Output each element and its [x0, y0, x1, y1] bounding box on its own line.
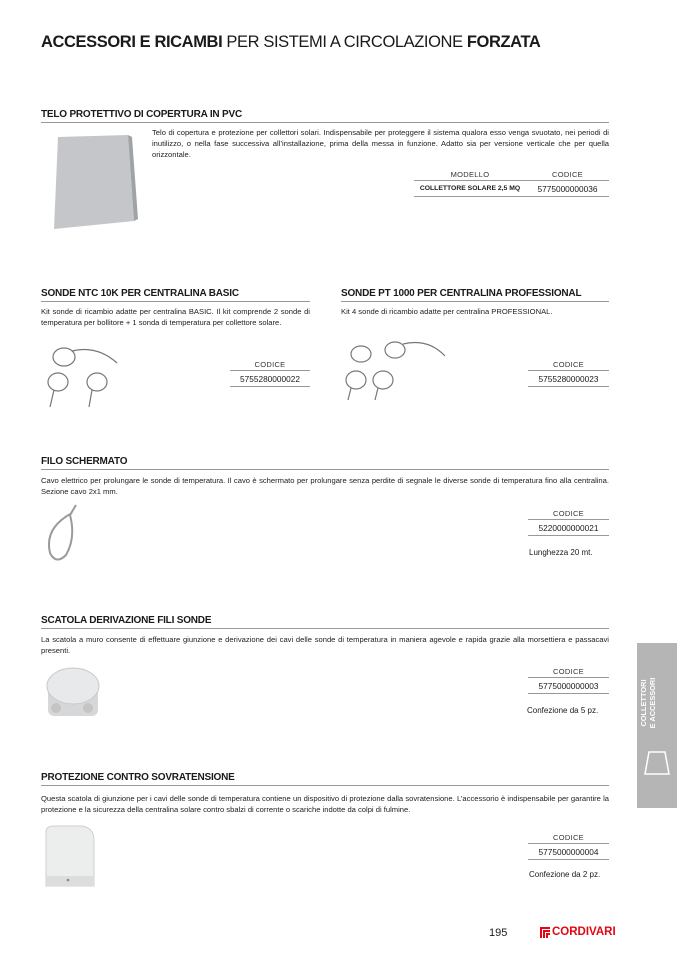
ntc-probes-image: [42, 345, 132, 410]
section-title-ntc: SONDE NTC 10K PER CENTRALINA BASIC: [41, 288, 310, 302]
page-title: ACCESSORI E RICAMBI PER SISTEMI A CIRCOLAZIONE FORZATA: [41, 33, 541, 51]
pt1000-probes-image: [343, 338, 453, 403]
product-table: CODICE 5775000000004: [528, 832, 609, 860]
cordivari-logo-icon: [540, 927, 550, 938]
section-text: Questa scatola di giunzione per i cavi delle sonde di temperatura contiene un dispositivo di protezione dalla sovratensione. L’accessorio è indispensabile per garantire la protezione e la sicurezza della centralina solare contro sbalzi di corrente o scariche indotte da colpi di fulmine.: [41, 794, 609, 814]
product-table: CODICE 5755280000023: [528, 359, 609, 387]
package-note: Confezione da 5 pz.: [527, 706, 599, 715]
side-tab-collettori[interactable]: COLLETTORI E ACCESSORI: [637, 643, 677, 808]
section-text: Cavo elettrico per prolungare le sonde di temperatura. Il cavo è schermato per prolungare senza perdite di segnale le diverse sonde di temperatura fino alla centralina. Sezione cavo 2x1 mm.: [41, 476, 609, 496]
product-table: CODICE 5755280000022: [230, 359, 310, 387]
package-note: Confezione da 2 pz.: [529, 870, 601, 879]
shielded-cable-image: [42, 503, 102, 567]
product-table: CODICE 5220000000021: [528, 508, 609, 536]
section-title-scatola: SCATOLA DERIVAZIONE FILI SONDE: [41, 615, 609, 629]
product-table: MODELLO CODICE COLLETTORE SOLARE 2,5 MQ 5775000000036: [414, 169, 609, 197]
brand-logo: CORDIVARI: [540, 926, 616, 938]
product-table: CODICE 5775000000003: [528, 666, 609, 694]
section-text: Kit sonde di ricambio adatte per centralina BASIC. Il kit comprende 2 sonde di temperatura per bollitore + 1 sonda di temperatura per collettore solare.: [41, 307, 310, 327]
pvc-cover-image: [50, 133, 140, 233]
section-text: Kit 4 sonde di ricambio adatte per centralina PROFESSIONAL.: [341, 307, 553, 316]
section-title-pt1000: SONDE PT 1000 PER CENTRALINA PROFESSIONAL: [341, 288, 609, 302]
page-number: 195: [489, 927, 508, 939]
section-text: Telo di copertura e protezione per collettori solari. Indispensabile per proteggere il sistema qualora esso venga svuotato, nei periodi di inutilizzo, o nella fase successiva all’installazione, prima della messa in funzione. Adatto sia per versione verticale che per quella orizzontale.: [152, 128, 609, 159]
length-note: Lunghezza 20 mt.: [529, 548, 593, 557]
junction-box-image: [44, 664, 104, 724]
collector-icon: [642, 748, 672, 778]
section-title-telo: TELO PROTETTIVO DI COPERTURA IN PVC: [41, 109, 609, 123]
surge-protector-image: [42, 824, 98, 890]
section-title-filo: FILO SCHERMATO: [41, 456, 609, 470]
section-text: La scatola a muro consente di effettuare giunzione e derivazione dei cavi delle sonde di temperatura in maniera agevole e rapida grazie alla morsettiera e passacavi presenti.: [41, 635, 609, 655]
section-title-protezione: PROTEZIONE CONTRO SOVRATENSIONE: [41, 772, 609, 786]
